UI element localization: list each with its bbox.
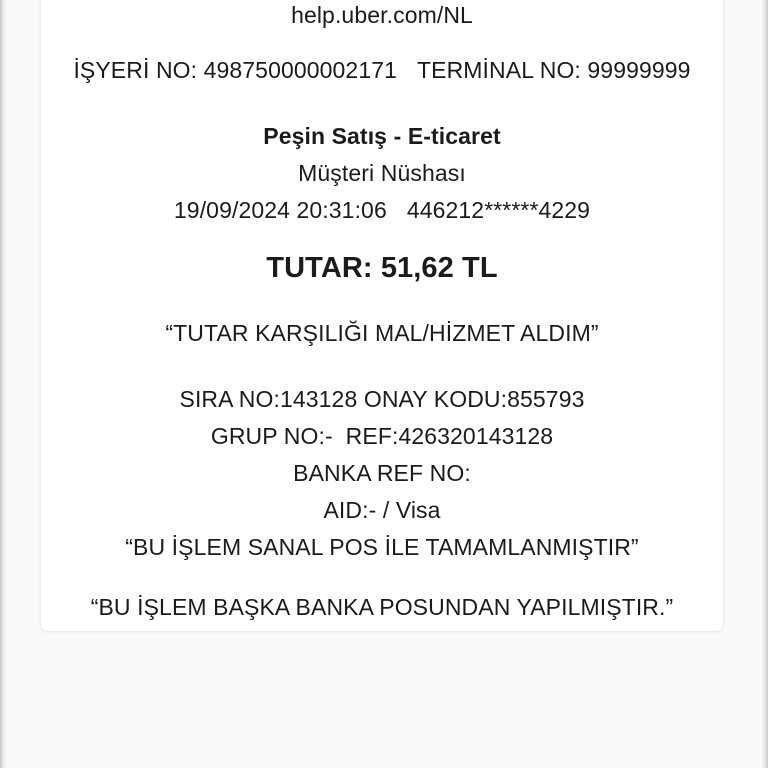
virtual-pos-note: “BU İŞLEM SANAL POS İLE TAMAMLANMIŞTIR”	[125, 534, 639, 560]
merchant-terminal-line	[41, 52, 723, 89]
aid-scheme-line: AID:- / Visa	[323, 497, 441, 523]
merchant-no: İŞYERİ NO: 498750000002171	[73, 57, 397, 83]
acknowledgement-note: “TUTAR KARŞILIĞI MAL/HİZMET ALDIM”	[165, 320, 599, 346]
left-edge-divider	[0, 0, 6, 768]
grup-ref-line: GRUP NO:- REF:426320143128	[210, 423, 554, 449]
sale-type: Peşin Satış - E-ticaret	[263, 123, 501, 149]
masked-card-number: 446212******4229	[406, 197, 591, 223]
total-amount: TUTAR: 51,62 TL	[266, 252, 498, 284]
datetime-card-line	[41, 192, 723, 229]
copy-type: Müşteri Nüshası	[298, 160, 466, 186]
receipt-card	[40, 0, 724, 632]
terminal-no: TERMİNAL NO: 99999999	[417, 57, 691, 83]
right-edge-divider	[761, 0, 768, 768]
help-url: help.uber.com/NL	[291, 2, 473, 28]
banka-ref-line: BANKA REF NO:	[293, 460, 471, 486]
transaction-datetime: 19/09/2024 20:31:06	[173, 197, 387, 223]
other-bank-note: “BU İŞLEM BAŞKA BANKA POSUNDAN YAPILMIŞTIR.”	[90, 594, 674, 620]
sira-onay-line: SIRA NO:143128 ONAY KODU:855793	[179, 386, 585, 412]
